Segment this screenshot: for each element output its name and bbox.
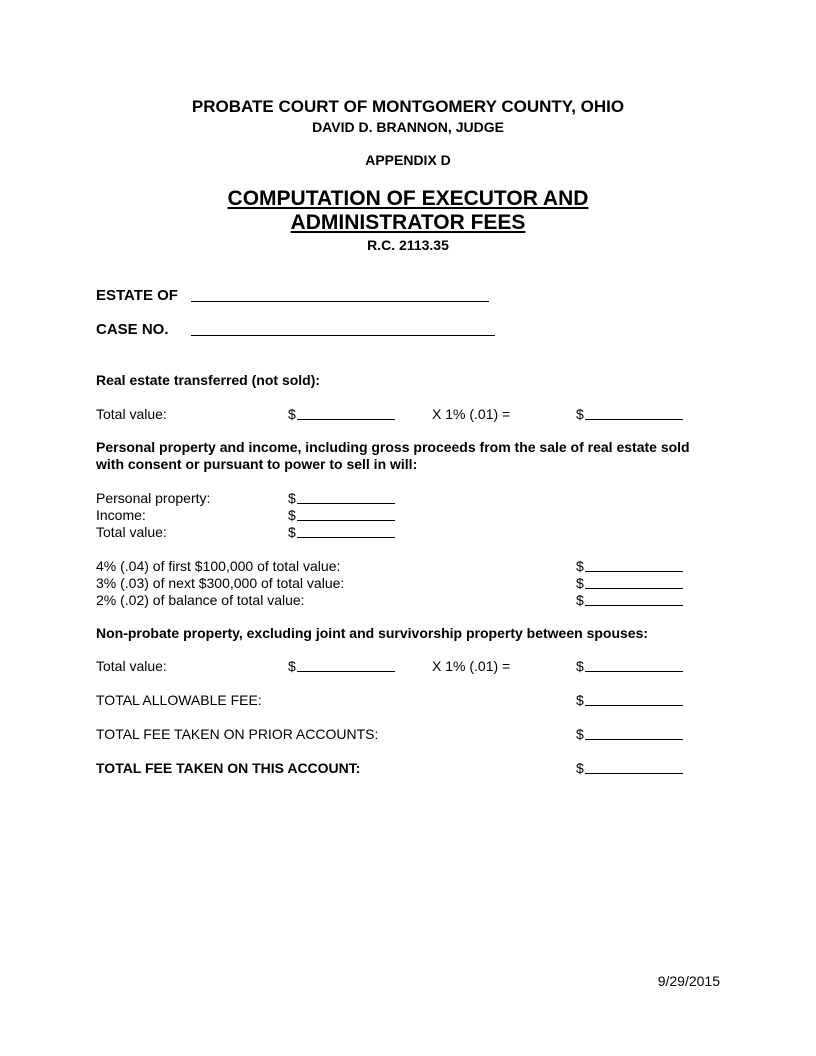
tier-4-percent-field[interactable] — [585, 558, 683, 572]
appendix-label: APPENDIX D — [365, 152, 451, 168]
income-field[interactable] — [297, 507, 395, 521]
non-probate-heading: Non-probate property, excluding joint and survivorship property between spouses: — [96, 625, 649, 641]
dollar-sign: $ — [576, 760, 584, 776]
dollar-sign: $ — [288, 524, 296, 540]
dollar-sign: $ — [288, 658, 296, 674]
personal-property-heading-line2: with consent or pursuant to power to sell in will: — [96, 456, 418, 472]
total-fee-this-account-label: TOTAL FEE TAKEN ON THIS ACCOUNT: — [96, 760, 361, 776]
tier-2-percent-field[interactable] — [585, 592, 683, 606]
tier-2-percent-label: 2% (.02) of balance of total value: — [96, 592, 305, 608]
dollar-sign: $ — [288, 507, 296, 523]
dollar-sign: $ — [576, 575, 584, 591]
total-fee-prior-accounts-field[interactable] — [585, 726, 683, 740]
dollar-sign: $ — [288, 490, 296, 506]
real-estate-total-field[interactable] — [297, 406, 395, 420]
personal-total-field[interactable] — [297, 524, 395, 538]
real-estate-multiplier: X 1% (.01) = — [432, 406, 511, 422]
court-name: PROBATE COURT OF MONTGOMERY COUNTY, OHIO — [191, 97, 625, 116]
tier-4-percent-label: 4% (.04) of first $100,000 of total value: — [96, 558, 341, 574]
dollar-sign: $ — [576, 726, 584, 742]
footer-date: 9/29/2015 — [657, 973, 720, 989]
income-label: Income: — [96, 507, 146, 523]
real-estate-heading: Real estate transferred (not sold): — [96, 372, 321, 388]
estate-of-label: ESTATE OF — [96, 287, 178, 304]
non-probate-multiplier: X 1% (.01) = — [432, 658, 511, 674]
case-no-label: CASE NO. — [96, 321, 169, 338]
dollar-sign: $ — [576, 658, 584, 674]
non-probate-total-field[interactable] — [297, 658, 395, 672]
dollar-sign: $ — [576, 592, 584, 608]
form-title-line2: ADMINISTRATOR FEES — [290, 211, 526, 234]
estate-of-field[interactable] — [191, 288, 489, 302]
judge-name: DAVID D. BRANNON, JUDGE — [312, 119, 504, 135]
real-estate-fee-field[interactable] — [585, 406, 683, 420]
personal-property-field[interactable] — [297, 490, 395, 504]
dollar-sign: $ — [576, 692, 584, 708]
personal-property-label: Personal property: — [96, 490, 211, 506]
form-title-line1: COMPUTATION OF EXECUTOR AND — [227, 187, 589, 210]
total-fee-prior-accounts-label: TOTAL FEE TAKEN ON PRIOR ACCOUNTS: — [96, 726, 379, 742]
personal-property-heading-line1: Personal property and income, including gross proceeds from the sale of real estate sold — [96, 439, 690, 455]
tier-3-percent-label: 3% (.03) of next $300,000 of total value: — [96, 575, 345, 591]
tier-3-percent-field[interactable] — [585, 575, 683, 589]
statute-reference: R.C. 2113.35 — [367, 237, 449, 253]
total-allowable-fee-label: TOTAL ALLOWABLE FEE: — [96, 692, 262, 708]
total-fee-this-account-field[interactable] — [585, 760, 683, 774]
dollar-sign: $ — [576, 558, 584, 574]
total-allowable-fee-field[interactable] — [585, 692, 683, 706]
personal-total-label: Total value: — [96, 524, 167, 540]
dollar-sign: $ — [576, 406, 584, 422]
dollar-sign: $ — [288, 406, 296, 422]
case-no-field[interactable] — [191, 322, 495, 336]
non-probate-total-label: Total value: — [96, 658, 167, 674]
real-estate-total-label: Total value: — [96, 406, 167, 422]
non-probate-fee-field[interactable] — [585, 658, 683, 672]
